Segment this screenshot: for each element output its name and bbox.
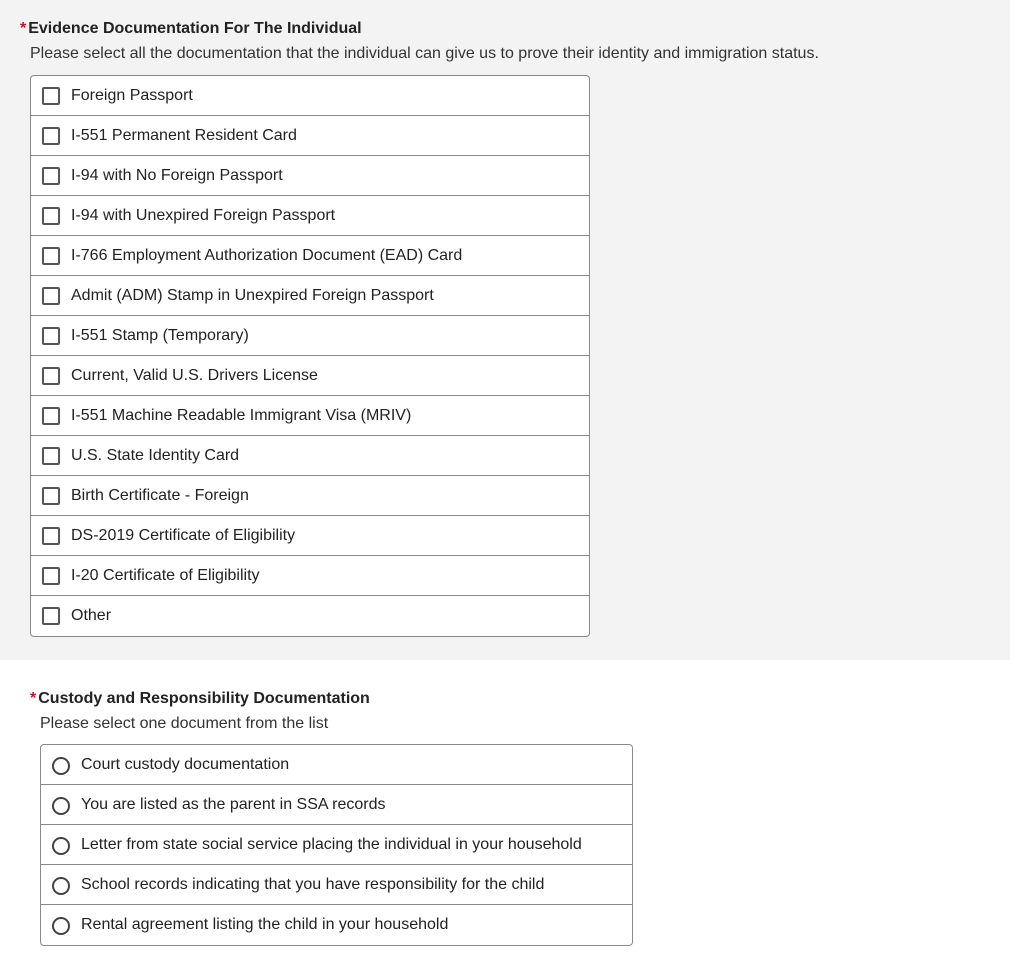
checkbox[interactable]: [42, 327, 60, 345]
page-gutter: [1010, 0, 1020, 960]
required-marker: *: [20, 20, 27, 37]
radio-button[interactable]: [52, 797, 70, 815]
custody-option[interactable]: [41, 785, 632, 825]
evidence-option-label: I-94 with Unexpired Foreign Passport: [71, 206, 336, 224]
radio-button[interactable]: [52, 757, 70, 775]
evidence-option[interactable]: [31, 316, 589, 356]
evidence-option-label: Current, Valid U.S. Drivers License: [71, 366, 318, 384]
evidence-option-label: U.S. State Identity Card: [71, 446, 240, 464]
evidence-option-label: I-551 Machine Readable Immigrant Visa (MRIV): [71, 406, 412, 424]
evidence-title: Evidence Documentation For The Individual: [28, 20, 362, 37]
evidence-option-label: I-20 Certificate of Eligibility: [71, 566, 260, 584]
evidence-option[interactable]: [31, 556, 589, 596]
required-marker: *: [30, 690, 37, 707]
custody-section: [15, 660, 1010, 960]
evidence-checkbox-list: [30, 75, 590, 637]
custody-option-label: You are listed as the parent in SSA records: [81, 795, 386, 813]
evidence-option-label: Other: [71, 607, 112, 624]
checkbox[interactable]: [42, 127, 60, 145]
custody-option-label: Rental agreement listing the child in your household: [81, 916, 449, 933]
custody-option[interactable]: [41, 825, 632, 865]
checkbox[interactable]: [42, 87, 60, 105]
evidence-option-label: I-551 Stamp (Temporary): [71, 326, 249, 344]
custody-option-label: Letter from state social service placing the individual in your household: [81, 835, 582, 853]
checkbox[interactable]: [42, 247, 60, 265]
checkbox[interactable]: [42, 607, 60, 625]
evidence-option[interactable]: [31, 116, 589, 156]
evidence-option-label: Admit (ADM) Stamp in Unexpired Foreign Passport: [71, 286, 434, 304]
radio-button[interactable]: [52, 877, 70, 895]
evidence-option-label: I-94 with No Foreign Passport: [71, 166, 283, 184]
evidence-option[interactable]: [31, 396, 589, 436]
evidence-option[interactable]: [31, 156, 589, 196]
checkbox[interactable]: [42, 167, 60, 185]
evidence-option[interactable]: [31, 76, 589, 116]
radio-button[interactable]: [52, 837, 70, 855]
evidence-option-label: I-551 Permanent Resident Card: [71, 126, 297, 144]
evidence-option-label: I-766 Employment Authorization Document (EAD) Card: [71, 246, 463, 264]
evidence-option[interactable]: [31, 436, 589, 476]
evidence-option[interactable]: [31, 196, 589, 236]
custody-radio-list: [40, 744, 633, 946]
evidence-option-label: Foreign Passport: [71, 86, 193, 104]
custody-option[interactable]: [41, 865, 632, 905]
checkbox[interactable]: [42, 407, 60, 425]
custody-option-label: School records indicating that you have responsibility for the child: [81, 875, 545, 893]
evidence-option[interactable]: [31, 356, 589, 396]
checkbox[interactable]: [42, 207, 60, 225]
evidence-option[interactable]: [31, 236, 589, 276]
checkbox[interactable]: [42, 447, 60, 465]
evidence-option-label: DS-2019 Certificate of Eligibility: [71, 526, 296, 544]
custody-title: Custody and Responsibility Documentation: [38, 690, 370, 707]
custody-heading: [30, 690, 370, 708]
evidence-option[interactable]: [31, 596, 589, 636]
evidence-instructions: Please select all the documentation that the individual can give us to prove their identity and immigration status.: [30, 45, 819, 62]
checkbox[interactable]: [42, 487, 60, 505]
custody-instructions: Please select one document from the list: [40, 715, 329, 732]
checkbox[interactable]: [42, 527, 60, 545]
radio-button[interactable]: [52, 917, 70, 935]
checkbox[interactable]: [42, 367, 60, 385]
evidence-option-label: Birth Certificate - Foreign: [71, 486, 249, 504]
evidence-option[interactable]: [31, 276, 589, 316]
evidence-option[interactable]: [31, 516, 589, 556]
custody-option[interactable]: [41, 905, 632, 945]
checkbox[interactable]: [42, 287, 60, 305]
custody-option[interactable]: [41, 745, 632, 785]
checkbox[interactable]: [42, 567, 60, 585]
custody-option-label: Court custody documentation: [81, 755, 290, 773]
evidence-option[interactable]: [31, 476, 589, 516]
evidence-heading: [20, 20, 362, 38]
